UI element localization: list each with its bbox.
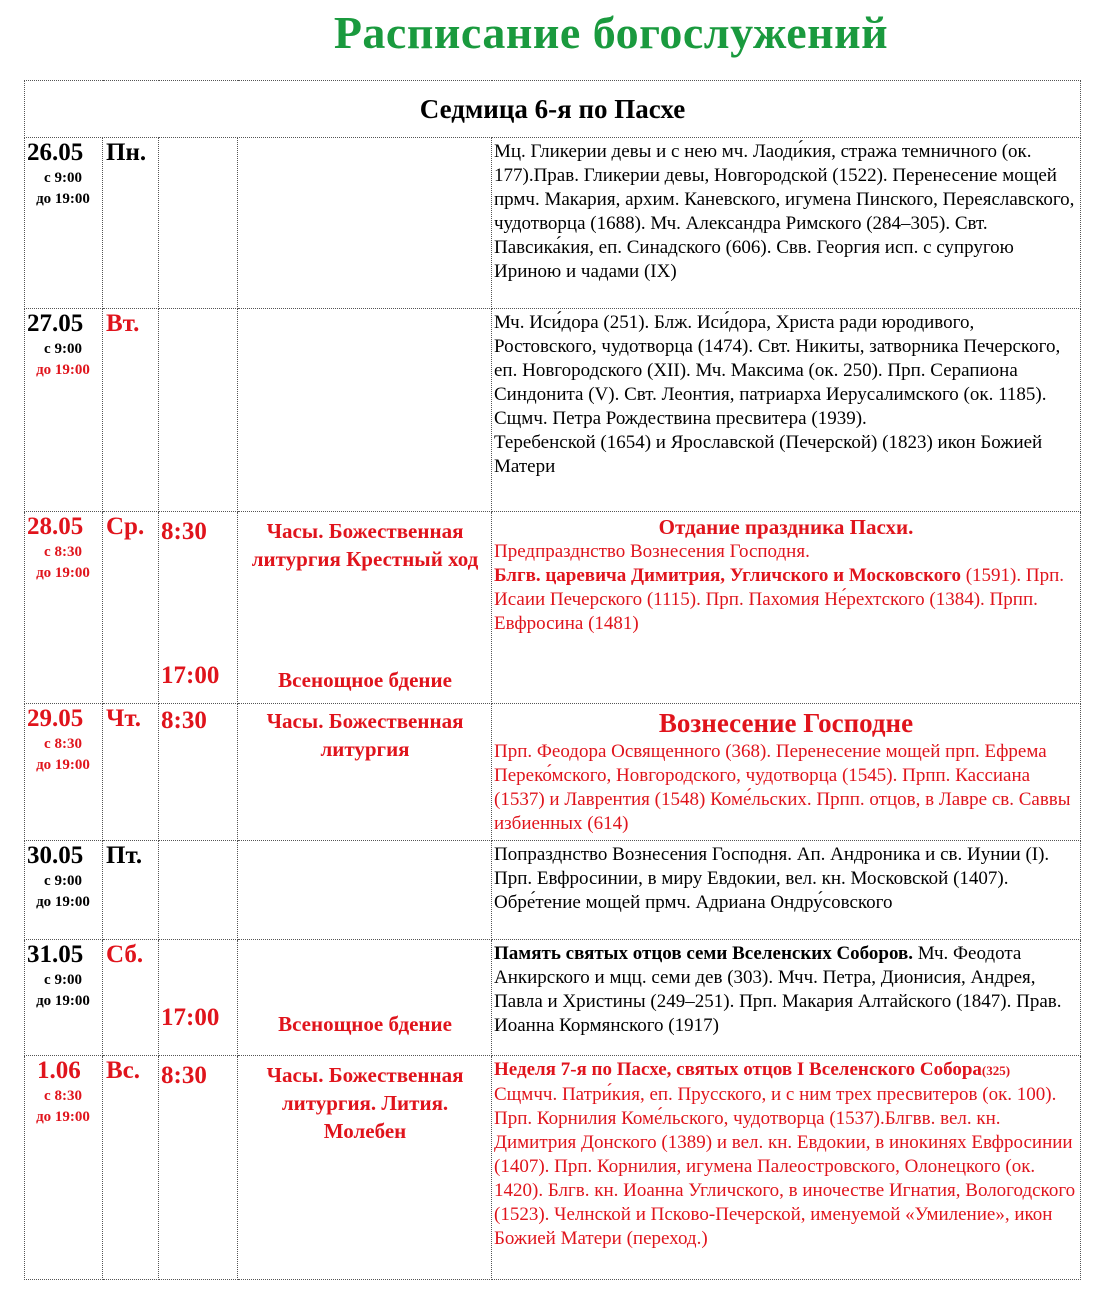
date-cell <box>25 309 103 512</box>
weekday-cell <box>103 704 159 841</box>
date: 29.05 <box>27 705 84 732</box>
hours-to: до 19:00 <box>36 362 90 378</box>
page-title: Расписание богослужений <box>333 7 889 58</box>
time-cell <box>159 309 238 512</box>
service-name: Часы. Божественная литургия <box>266 709 464 761</box>
week-title: Седмица 6-я по Пасхе <box>25 81 1081 138</box>
hours-from: с 8:30 <box>44 1088 82 1104</box>
service-cell <box>238 940 492 1056</box>
week-header-row <box>25 81 1081 138</box>
weekday-cell <box>103 512 159 704</box>
hours-from: с 9:00 <box>44 972 82 988</box>
forefeast-text: Предпразднство Вознесения Господня. <box>494 541 810 562</box>
weekday-cell <box>103 841 159 940</box>
weekday: Пт. <box>106 842 143 869</box>
description-cell <box>492 704 1081 841</box>
weekday: Вс. <box>106 1057 141 1084</box>
date: 27.05 <box>27 310 84 337</box>
hours-from: с 8:30 <box>44 544 82 560</box>
date-cell <box>25 940 103 1056</box>
saints-text: Сщмчч. Патри́кия, еп. Прусского, и с ним трех пресвитеров (ок. 100). Прп. Корнилия Коме́льского, чудотворца (1537).Блгвв. вел. кн. Димитрия Донского (1389) и вел. кн. Евдокии, в инокинях Евфросинии (1407). Прп. Корнилия, игумена Палеостровского, Олонецкого (ок. 1420). Блгв. кн. Иоанна Угличского, в иночестве Игнатия, Вологодского (1523). Челнской и Псково-Печерской, именуемой «Умиление», икон Божией Матери (переход.) <box>494 1084 1076 1249</box>
table-row <box>25 309 1081 512</box>
service-time: 17:00 <box>161 1004 220 1031</box>
date-cell <box>25 704 103 841</box>
hours-to: до 19:00 <box>36 565 90 581</box>
date: 1.06 <box>37 1057 81 1084</box>
service-cell <box>238 841 492 940</box>
weekday: Чт. <box>106 705 141 732</box>
hours-from: с 9:00 <box>44 341 82 357</box>
description-cell <box>492 138 1081 309</box>
service-name: Всенощное бдение <box>278 668 452 692</box>
feast-year: (325) <box>981 1063 1011 1078</box>
saints-text: Мч. Иси́дора (251). Блж. Иси́дора, Христа ради юродивого, Ростовского, чудотворца (1474). Свт. Никиты, затворника Печерского, еп. Новгородского (XII). Мч. Максима (ок. 250). Прп. Серапиона Синдонита (V). Свт. Леонтия, патриарха Иерусалимского (ок. 1185). Сщмч. Петра Рождествина пресвитера (1939). <box>494 312 1061 429</box>
weekday-cell <box>103 1056 159 1280</box>
description-cell <box>492 940 1081 1056</box>
date: 28.05 <box>27 513 84 540</box>
table-row <box>25 512 1081 704</box>
saints-bold: Блгв. царевича Димитрия, Угличского и Московского <box>494 565 961 586</box>
table-row <box>25 1056 1081 1280</box>
time-cell <box>159 512 238 704</box>
table-row <box>25 841 1081 940</box>
saints-text: Попразднство Вознесения Господня. Ап. Андроника и св. Иунии (I). Прп. Евфросинии, в миру Евдокии, вел. кн. Московской (1407). Обре́тение мощей прмч. Адриана Ондру́совского <box>494 844 1050 913</box>
weekday: Сб. <box>106 941 144 968</box>
hours-to: до 19:00 <box>36 191 90 207</box>
time-cell <box>159 940 238 1056</box>
feast-line <box>494 1058 1078 1083</box>
saints-text <box>494 942 1078 1038</box>
hours-to: до 19:00 <box>36 993 90 1009</box>
service-time: 8:30 <box>161 707 207 734</box>
service-time: 8:30 <box>161 1062 207 1089</box>
feast-title: Вознесение Господне <box>658 708 914 738</box>
hours-from: с 9:00 <box>44 170 82 186</box>
description-cell <box>492 512 1081 704</box>
service-time: 8:30 <box>161 518 207 545</box>
hours-from: с 8:30 <box>44 736 82 752</box>
description-cell <box>492 841 1081 940</box>
table-row <box>25 704 1081 841</box>
icons-text: Теребенской (1654) и Ярославской (Печерской) (1823) икон Божией Матери <box>494 432 1043 477</box>
service-name: Часы. Божественная литургия. Лития. Молебен <box>266 1063 464 1143</box>
hours-to: до 19:00 <box>36 894 90 910</box>
feast-title: Неделя 7-я по Пасхе, святых отцов I Вселенского Собора <box>494 1059 982 1080</box>
service-cell <box>238 1056 492 1280</box>
service-cell <box>238 512 492 704</box>
service-cell <box>238 704 492 841</box>
service-cell <box>238 138 492 309</box>
schedule-table <box>24 80 1081 1280</box>
description-cell <box>492 1056 1081 1280</box>
table-row <box>25 940 1081 1056</box>
date: 30.05 <box>27 842 84 869</box>
date: 26.05 <box>27 139 84 166</box>
weekday-cell <box>103 940 159 1056</box>
table-row <box>25 138 1081 309</box>
service-time: 17:00 <box>161 662 220 689</box>
date-cell <box>25 1056 103 1280</box>
weekday-cell <box>103 138 159 309</box>
weekday: Вт. <box>106 310 140 337</box>
service-name: Часы. Божественная литургия Крестный ход <box>251 519 479 571</box>
time-cell <box>159 704 238 841</box>
saints-rest: Мч. Феодота Анкирского и мцц. семи дев (303). Мчч. Петра, Дионисия, Андрея, Павла и Христины (249–251). Прп. Макария Алтайского (1847). Прав. Иоанна Кормянского (1917) <box>494 943 1062 1036</box>
saints-text <box>494 564 1078 636</box>
saints-bold: Память святых отцов семи Вселенских Соборов. <box>494 943 914 964</box>
weekday: Ср. <box>106 513 145 540</box>
weekday-cell <box>103 309 159 512</box>
time-cell <box>159 138 238 309</box>
service-cell <box>238 309 492 512</box>
service-name: Всенощное бдение <box>278 1012 452 1036</box>
saints-rest: (1591). Прп. Исаии Печерского (1115). Прп. Пахомия Не́рехтского (1384). Прпп. Евфросина (1481) <box>494 565 1065 634</box>
date-cell <box>25 512 103 704</box>
description-cell <box>492 309 1081 512</box>
hours-to: до 19:00 <box>36 757 90 773</box>
time-cell <box>159 841 238 940</box>
time-cell <box>159 1056 238 1280</box>
feast-title: Отдание праздника Пасхи. <box>658 515 914 539</box>
date: 31.05 <box>27 941 84 968</box>
hours-from: с 9:00 <box>44 873 82 889</box>
date-cell <box>25 138 103 309</box>
weekday: Пн. <box>106 139 147 166</box>
saints-text: Мц. Гликерии девы и с нею мч. Лаоди́кия, стража темничного (ок. 177).Прав. Гликерии девы, Новгородской (1522). Перенесение мощей прмч. Макария, архим. Каневского, игумена Пинского, Переяславского, чудотворца (1688). Мч. Александра Римского (284–305). Свт. Павсика́кия, еп. Синадского (606). Свв. Георгия исп. с супругою Ириною и чадами (IX) <box>494 141 1075 282</box>
hours-to: до 19:00 <box>36 1109 90 1125</box>
date-cell <box>25 841 103 940</box>
saints-text: Прп. Феодора Освященного (368). Перенесение мощей прп. Ефрема Перeко́мского, Новгородского, чудотворца (1545). Прпп. Кассиана (1537) и Лаврентия (1548) Коме́льских. Прпп. отцов, в Лавре св. Саввы избиенных (614) <box>494 741 1071 834</box>
